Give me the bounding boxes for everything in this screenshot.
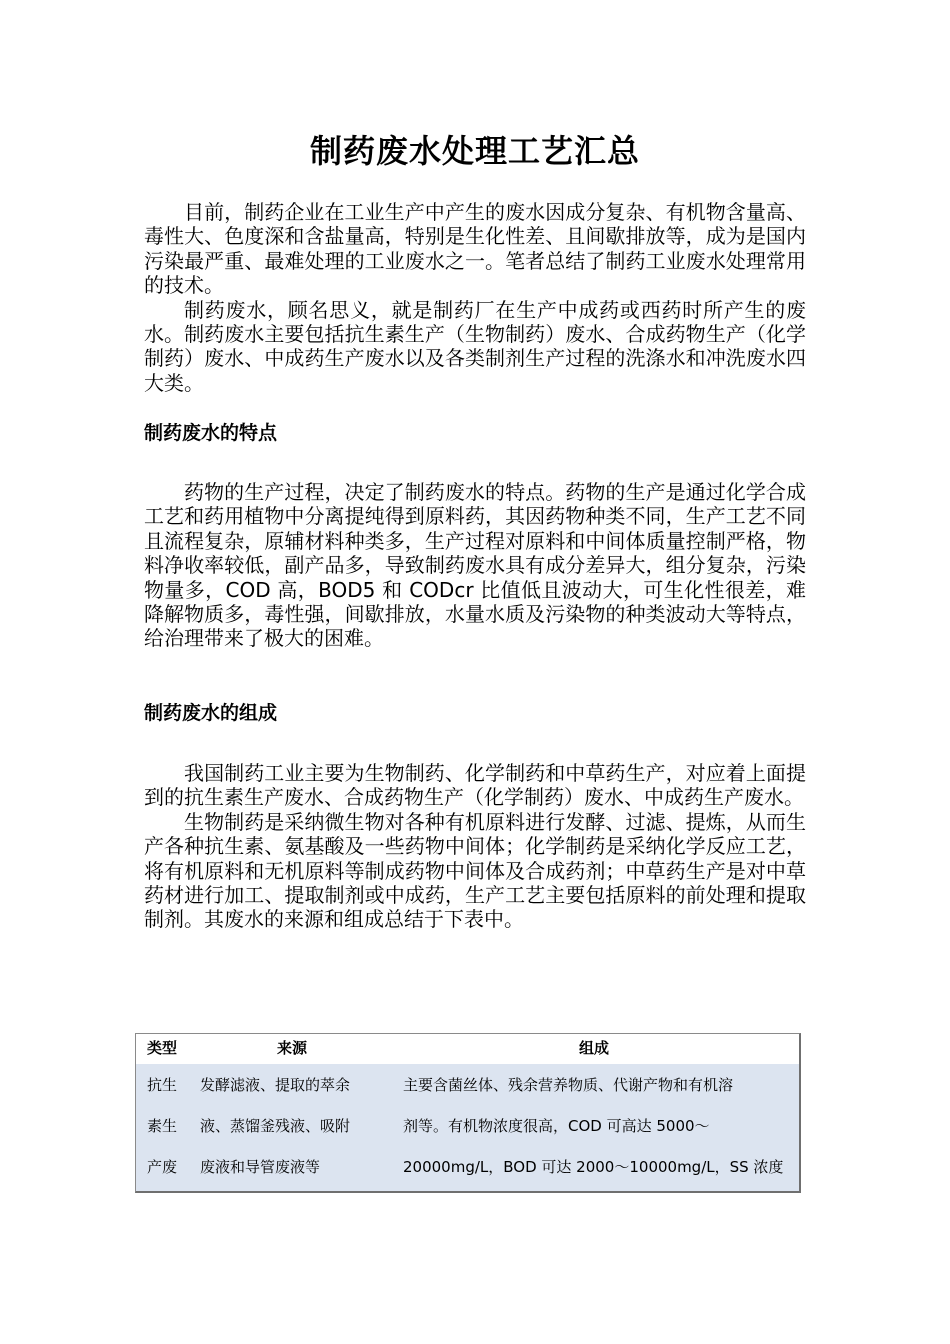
wastewater-table	[135, 1033, 801, 1193]
table-cell-composition-line-1: 主要含菌丝体、残余营养物质、代谢产物和有机溶	[403, 1076, 734, 1094]
intro-paragraph-1: 目前，制药企业在工业生产中产生的废水因成分复杂、有机物含量高、毒性大、色度深和含盐量高，特别是生化性差、且间歇排放等，成为是国内污染最严重、最难处理的工业废水之一。笔者总结了制药工业废水处理常用的技术。	[144, 200, 806, 298]
section-heading-composition: 制药废水的组成	[144, 702, 278, 724]
table-cell-type-line-1: 抗生	[147, 1076, 178, 1094]
composition-paragraph-2: 生物制药是采纳微生物对各种有机原料进行发酵、过滤、提炼，从而生产各种抗生素、氨基酸及一些药物中间体；化学制药是采纳化学反应工艺，将有机原料和无机原料等制成药物中间体及合成药剂；中草药生产是对中草药材进行加工、提取制剂或中成药，生产工艺主要包括原料的前处理和提取制剂。其废水的来源和组成总结于下表中。	[144, 809, 806, 932]
composition-paragraph-1: 我国制药工业主要为生物制药、化学制药和中草药生产，对应着上面提到的抗生素生产废水、合成药物生产（化学制药）废水、中成药生产废水。	[144, 761, 806, 810]
table-header-type: 类型	[147, 1039, 178, 1057]
table-cell-source-line-3: 废液和导管废液等	[200, 1158, 321, 1176]
table-cell-type-line-3: 产废	[147, 1158, 178, 1176]
table-header-composition: 组成	[579, 1039, 610, 1057]
intro-paragraph-2: 制药废水，顾名思义，就是制药厂在生产中成药或西药时所产生的废水。制药废水主要包括抗生素生产（生物制药）废水、合成药物生产（化学制药）废水、中成药生产废水以及各类制剂生产过程的洗涤水和冲洗废水四大类。	[144, 297, 806, 395]
composition-section	[144, 761, 806, 932]
table-cell-source-line-2: 液、蒸馏釜残液、吸附	[200, 1117, 351, 1135]
table-cell-source-line-1: 发酵滤液、提取的萃余	[200, 1076, 351, 1094]
table-cell-type-line-2: 素生	[147, 1117, 178, 1135]
table-row	[136, 1064, 799, 1191]
table-cell-composition-line-2: 剂等。有机物浓度很高，COD 可高达 5000～	[403, 1117, 710, 1135]
intro-section	[144, 200, 806, 395]
features-paragraph: 药物的生产过程，决定了制药废水的特点。药物的生产是通过化学合成工艺和药用植物中分离提纯得到原料药，其因药物种类不同，生产工艺不同且流程复杂，原辅材料种类多，生产过程对原料和中间体质量控制严格，物料净收率较低，副产品多，导致制药废水具有成分差异大，组分复杂，污染物量多，COD 高，BOD5 和 CODcr 比值低且波动大，可生化性很差，难降解物质多，毒性强，间歇排放，水量水质及污染物的种类波动大等特点，给治理带来了极大的困难。	[144, 480, 806, 651]
table-cell-composition-line-3: 20000mg/L，BOD 可达 2000～10000mg/L，SS 浓度	[403, 1158, 784, 1176]
table-header-source: 来源	[277, 1039, 308, 1057]
page-title: 制药废水处理工艺汇总	[309, 132, 640, 170]
section-heading-features: 制药废水的特点	[144, 422, 278, 444]
features-section	[144, 480, 806, 651]
table-header-row	[136, 1034, 799, 1064]
